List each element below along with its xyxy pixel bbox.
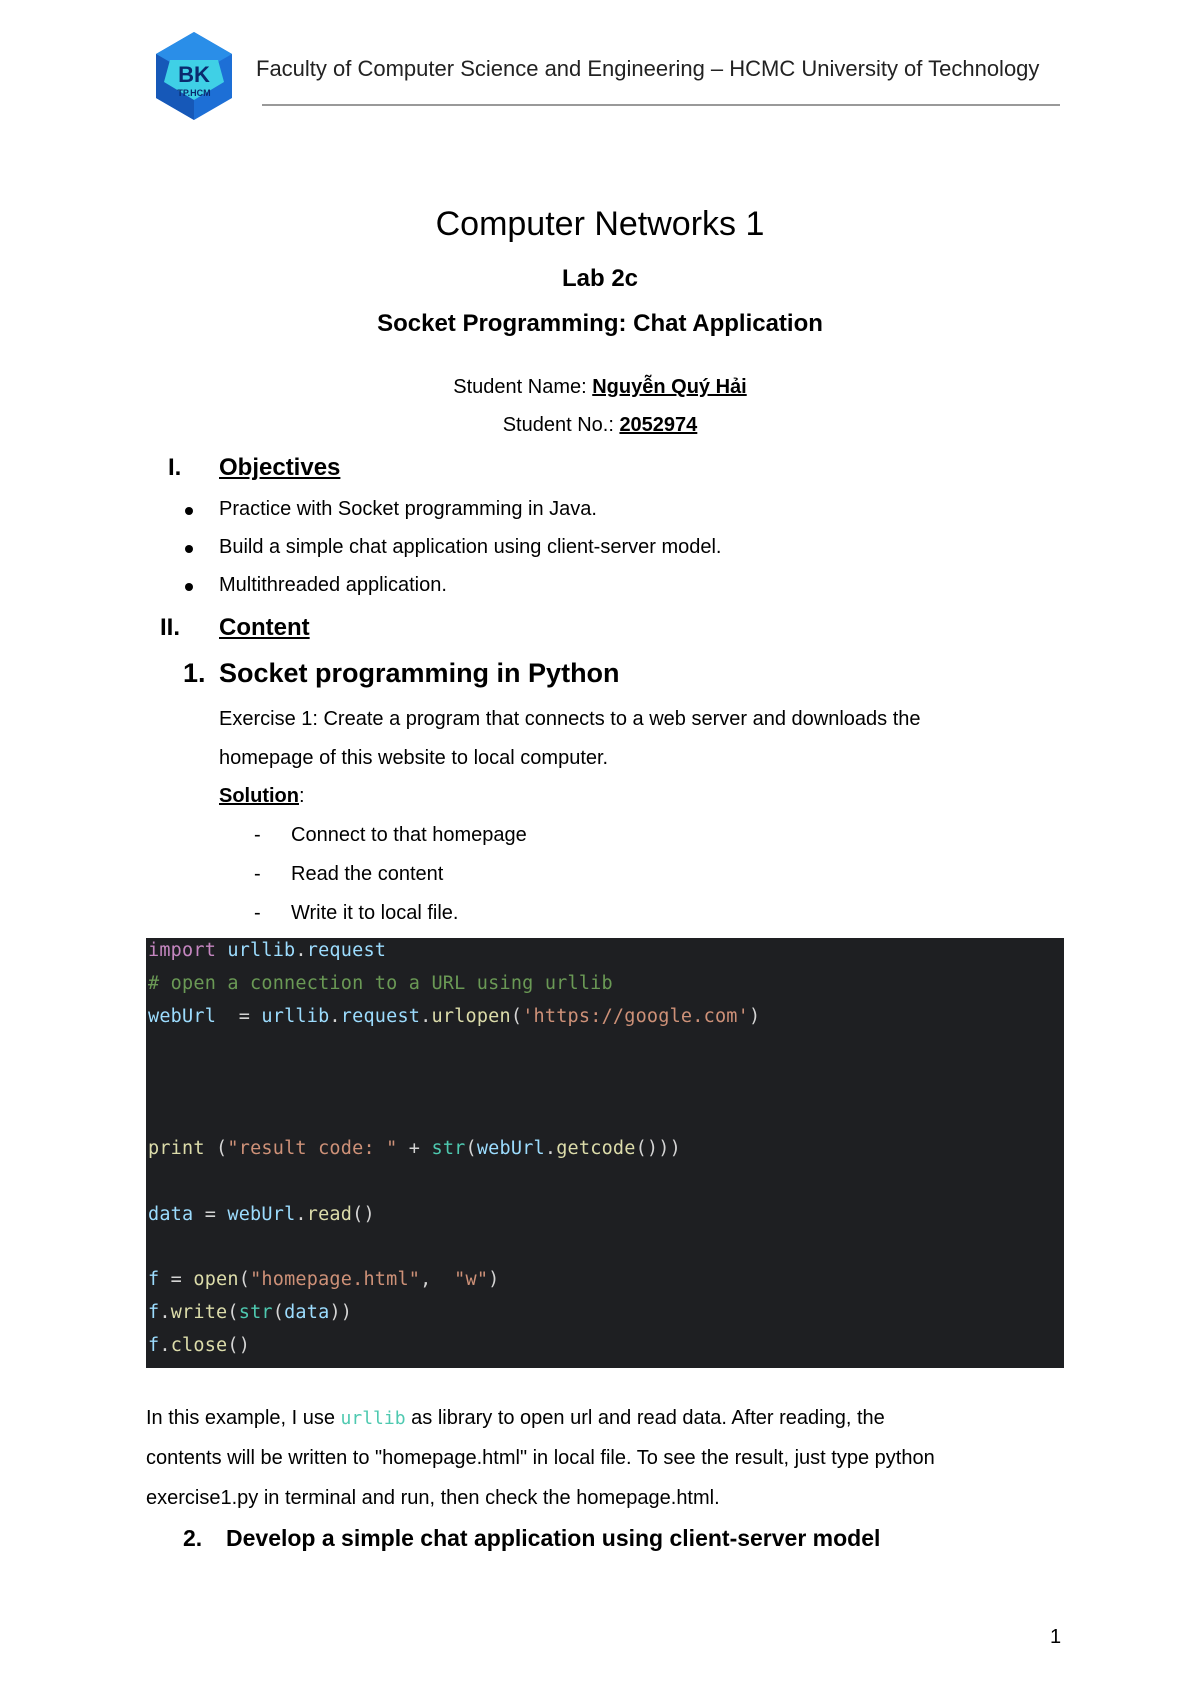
code-line: webUrl = urllib.request.urlopen('https://google.com') (148, 1006, 761, 1027)
student-name-label: Student Name: (453, 376, 593, 398)
bullet-icon (185, 583, 193, 591)
exercise-text-line: homepage of this website to local computer. (219, 747, 609, 769)
explanation-line: In this example, I use urllib as library to open url and read data. After reading, the (146, 1407, 885, 1429)
code-block (146, 938, 1064, 1368)
explanation-line: contents will be written to "homepage.html" in local file. To see the result, just type python (146, 1447, 935, 1469)
subsection-2-heading: Develop a simple chat application using client-server model (226, 1525, 881, 1551)
logo-subtext: TP.HCM (177, 88, 211, 98)
student-no-label: Student No.: (502, 414, 620, 436)
objectives-heading: Objectives (219, 454, 341, 481)
logo-text: BK (178, 62, 210, 87)
solution-line (219, 785, 305, 808)
page-number: 1 (1050, 1626, 1062, 1648)
solution-step: Read the content (291, 863, 444, 885)
student-name-line (0, 376, 1200, 399)
subsection-1-heading: Socket programming in Python (219, 658, 620, 688)
solution-label: Solution (219, 785, 299, 807)
bullet-icon (185, 545, 193, 553)
student-name-value: Nguyễn Quý Hải (592, 376, 747, 398)
document-title: Computer Networks 1 (435, 205, 765, 243)
step-dash: - (254, 863, 261, 885)
university-logo (148, 30, 240, 122)
code-line: f.write(str(data)) (148, 1302, 353, 1323)
objective-item: Multithreaded application. (219, 574, 447, 596)
subsection-2-number: 2. (183, 1525, 203, 1551)
header-institution: Faculty of Computer Science and Engineering – HCMC University of Technology (256, 56, 1040, 81)
code-line: f = open("homepage.html", "w") (148, 1269, 500, 1290)
student-no-value: 2052974 (619, 414, 698, 436)
solution-step: Connect to that homepage (291, 824, 527, 846)
solution-step: Write it to local file. (291, 902, 459, 924)
solution-colon: : (298, 785, 305, 807)
lab-subtitle: Socket Programming: Chat Application (377, 310, 823, 337)
header-divider (262, 104, 1060, 106)
objective-item: Practice with Socket programming in Java. (219, 498, 597, 520)
lab-title: Lab 2c (561, 265, 639, 292)
inline-code-urllib: urllib (340, 1408, 406, 1429)
code-line: data = webUrl.read() (148, 1204, 375, 1225)
objective-item: Build a simple chat application using client-server model. (219, 536, 722, 558)
code-line: import urllib.request (148, 940, 387, 961)
code-comment: # open a connection to a URL using urllib (148, 973, 613, 994)
step-dash: - (254, 824, 261, 846)
explanation-line: exercise1.py in terminal and run, then check the homepage.html. (146, 1487, 720, 1509)
code-line: f.close() (148, 1335, 251, 1356)
objectives-number: I. (168, 454, 182, 481)
subsection-1-number: 1. (183, 658, 206, 688)
bullet-icon (185, 507, 193, 515)
step-dash: - (254, 902, 261, 924)
student-no-line (0, 414, 1200, 437)
code-line: print ("result code: " + str(webUrl.getcode())) (148, 1138, 681, 1159)
content-number: II. (160, 614, 181, 641)
exercise-text-line: Exercise 1: Create a program that connects to a web server and downloads the (219, 708, 921, 730)
content-heading: Content (219, 614, 310, 641)
